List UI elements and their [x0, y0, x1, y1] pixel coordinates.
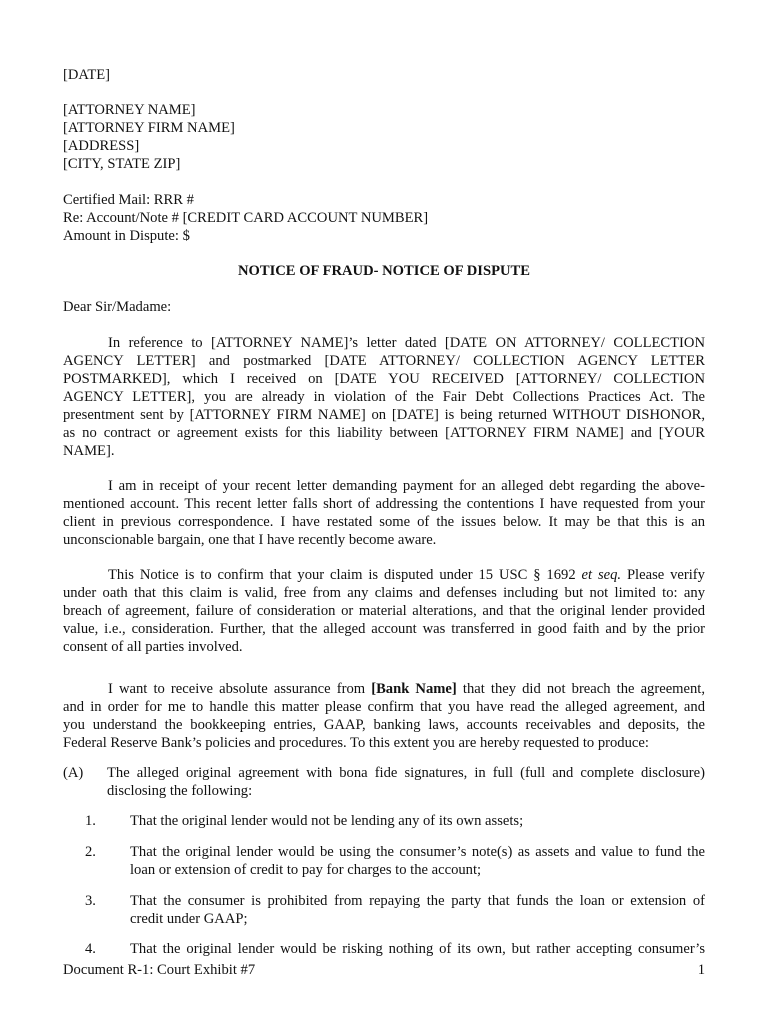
- sub-item-number: 2.: [85, 844, 96, 860]
- paragraph-2: [63, 477, 705, 549]
- attorney-firm-name: [ATTORNEY FIRM NAME]: [63, 120, 235, 136]
- paragraph-line: I want to receive absolute assurance from [Bank Name] that they did not breach the agreement,: [108, 681, 705, 697]
- paragraph-line: NAME].: [63, 443, 115, 459]
- salutation: Dear Sir/Madame:: [63, 299, 172, 315]
- paragraph-line: as no contract or agreement exists for this liability between [ATTORNEY FIRM NAME] and [YOUR: [63, 425, 705, 441]
- paragraph-line: under oath that this claim is valid, free from any claims and defenses including but not limited to: any: [63, 585, 705, 601]
- paragraph-line: presentment sent by [ATTORNEY FIRM NAME] on [DATE] is being returned WITHOUT DISHONOR,: [63, 407, 705, 423]
- address-line: [ADDRESS]: [63, 138, 140, 154]
- reference-block: [63, 191, 705, 245]
- sub-item-line: credit under GAAP;: [130, 911, 248, 927]
- item-line: The alleged original agreement with bona fide signatures, in full (full and complete disclosure): [107, 765, 705, 781]
- sub-item-line: That the original lender would be using the consumer’s note(s) as assets and value to fund the: [130, 844, 705, 860]
- paragraph-line: mentioned account. This recent letter falls short of addressing the contentions I have requested from your: [63, 496, 705, 512]
- account-line: Re: Account/Note # [CREDIT CARD ACCOUNT NUMBER]: [63, 210, 429, 226]
- paragraph-line: In reference to [ATTORNEY NAME]’s letter dated [DATE ON ATTORNEY/ COLLECTION: [108, 335, 705, 351]
- sub-item-line: That the original lender would not be lending any of its own assets;: [130, 813, 524, 829]
- paragraph-line: you understand the bookkeeping entries, GAAP, banking laws, accounts receivables and deposits, the: [63, 717, 705, 733]
- item-line: disclosing the following:: [107, 783, 253, 799]
- item-label: (A): [63, 765, 84, 781]
- paragraph-3: [63, 566, 705, 656]
- bank-name-bold: [Bank Name]: [371, 681, 457, 697]
- paragraph-line: value, i.e., consideration. Further, that the alleged account was transferred in good faith and by the prior: [63, 621, 705, 637]
- paragraph-line: AGENCY LETTER] and postmarked [DATE ATTORNEY/ COLLECTION AGENCY LETTER: [63, 353, 705, 369]
- sub-item-number: 3.: [85, 893, 96, 909]
- sub-item-line: loan or extension of credit to pay for charges to the account;: [130, 862, 482, 878]
- paragraph-line: and in order for me to handle this matter please confirm that you have read the alleged agreement, and: [63, 699, 705, 715]
- sub-item-line: That the original lender would be risking nothing of its own, but rather accepting consumer’s: [130, 941, 705, 957]
- sub-item-number: 1.: [85, 813, 96, 829]
- page-number: 1: [697, 962, 705, 978]
- paragraph-line: client in previous correspondence. I have restated some of the issues below. It may be that this is an: [63, 514, 705, 530]
- paragraph-line: I am in receipt of your recent letter demanding payment for an alleged debt regarding the above-: [108, 478, 705, 494]
- paragraph-line: unconscionable bargain, one that I have recently become aware.: [63, 532, 437, 548]
- item-text: [107, 764, 705, 800]
- footer-document-label: Document R-1: Court Exhibit #7: [63, 962, 256, 978]
- attorney-name: [ATTORNEY NAME]: [63, 102, 196, 118]
- page-footer: [63, 961, 705, 979]
- paragraph-line: consent of all parties involved.: [63, 639, 243, 655]
- amount-line: Amount in Dispute: $: [63, 228, 190, 244]
- paragraph-line: breach of agreement, failure of consideration or material alterations, and that the original lender provided: [63, 603, 705, 619]
- paragraph-line: AGENCY LETTER], you are already in violation of the Fair Debt Collections Practices Act. The: [63, 389, 705, 405]
- date-line: [DATE]: [63, 67, 111, 83]
- sub-item-number: 4.: [85, 941, 96, 957]
- letter-header: [63, 66, 705, 84]
- certified-mail-line: Certified Mail: RRR #: [63, 192, 194, 208]
- paragraph-line: POSTMARKED], which I received on [DATE YOU RECEIVED [ATTORNEY/ COLLECTION: [63, 371, 705, 387]
- recipient-block: [63, 101, 705, 173]
- paragraph-1: [63, 334, 705, 460]
- paragraph-4: [63, 680, 705, 752]
- notice-title: NOTICE OF FRAUD- NOTICE OF DISPUTE: [237, 263, 531, 279]
- paragraph-line: This Notice is to confirm that your claim is disputed under 15 USC § 1692 et seq. Please verify: [108, 567, 705, 583]
- sub-item-line: That the consumer is prohibited from repaying the party that funds the loan or extension of: [130, 893, 705, 909]
- paragraph-line: Federal Reserve Bank’s policies and procedures. To this extent you are hereby requested to produce:: [63, 735, 649, 751]
- city-state-zip: [CITY, STATE ZIP]: [63, 156, 181, 172]
- et-seq-italic: et seq.: [581, 567, 622, 583]
